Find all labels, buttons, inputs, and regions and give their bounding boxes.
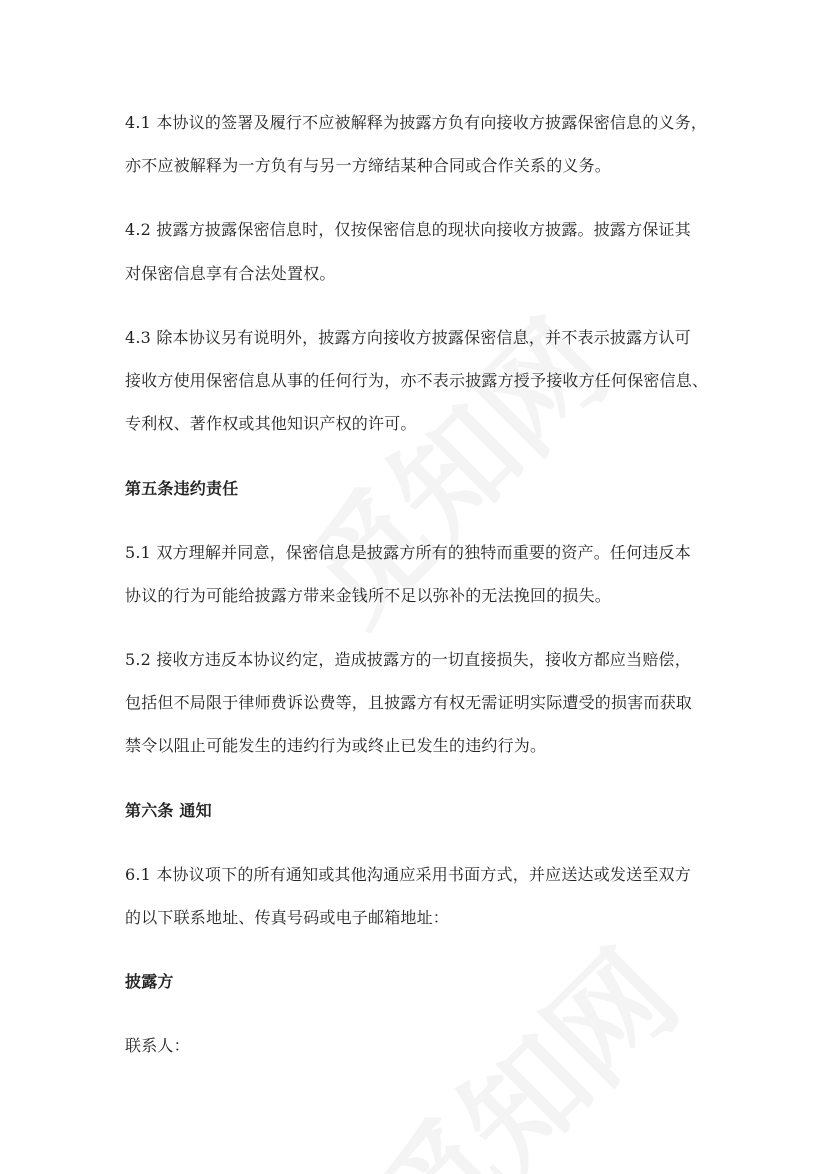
- section-5-heading: 第五条违约责任: [125, 479, 239, 498]
- discloser-heading: 披露方: [125, 972, 174, 991]
- clause-4-2-line-1: 4.2 披露方披露保密信息时，仅按保密信息的现状向接收方披露。披露方保证其: [125, 220, 691, 239]
- clause-6-1-line-2: 的以下联系地址、传真号码或电子邮箱地址：: [125, 908, 450, 927]
- clause-5-1-line-2: 协议的行为可能给披露方带来金钱所不足以弥补的无法挽回的损失。: [125, 586, 612, 605]
- clause-4-1-line-1: 4.1 本协议的签署及履行不应被解释为披露方负有向接收方披露保密信息的义务，: [125, 113, 708, 132]
- clause-4-1-line-2: 亦不应被解释为一方负有与另一方缔结某种合同或合作关系的义务。: [125, 156, 612, 175]
- clause-5-1-line-1: 5.1 双方理解并同意，保密信息是披露方所有的独特而重要的资产。任何违反本: [125, 543, 691, 562]
- clause-6-1-line-1: 6.1 本协议项下的所有通知或其他沟通应采用书面方式，并应送达或发送至双方: [125, 865, 691, 884]
- section-6-heading: 第六条 通知: [125, 801, 212, 820]
- watermark: [332, 908, 708, 1174]
- clause-4-3-line-3: 专利权、著作权或其他知识产权的许可。: [125, 414, 417, 433]
- clause-5-2-line-3: 禁令以阻止可能发生的违约行为或终止已发生的违约行为。: [125, 736, 547, 755]
- clause-5-2-line-1: 5.2 接收方违反本协议约定，造成披露方的一切直接损失，接收方都应当赔偿，: [125, 650, 691, 669]
- clause-4-2-line-2: 对保密信息享有合法处置权。: [125, 264, 336, 283]
- contact-person-label: 联系人：: [125, 1036, 190, 1055]
- clause-4-3-line-2: 接收方使用保密信息从事的任何行为，亦不表示披露方授予接收方任何保密信息、: [125, 371, 709, 390]
- clause-4-3-line-1: 4.3 除本协议另有说明外，披露方向接收方披露保密信息，并不表示披露方认可: [125, 328, 691, 347]
- clause-5-2-line-2: 包括但不局限于律师费诉讼费等，且披露方有权无需证明实际遭受的损害而获取: [125, 693, 693, 712]
